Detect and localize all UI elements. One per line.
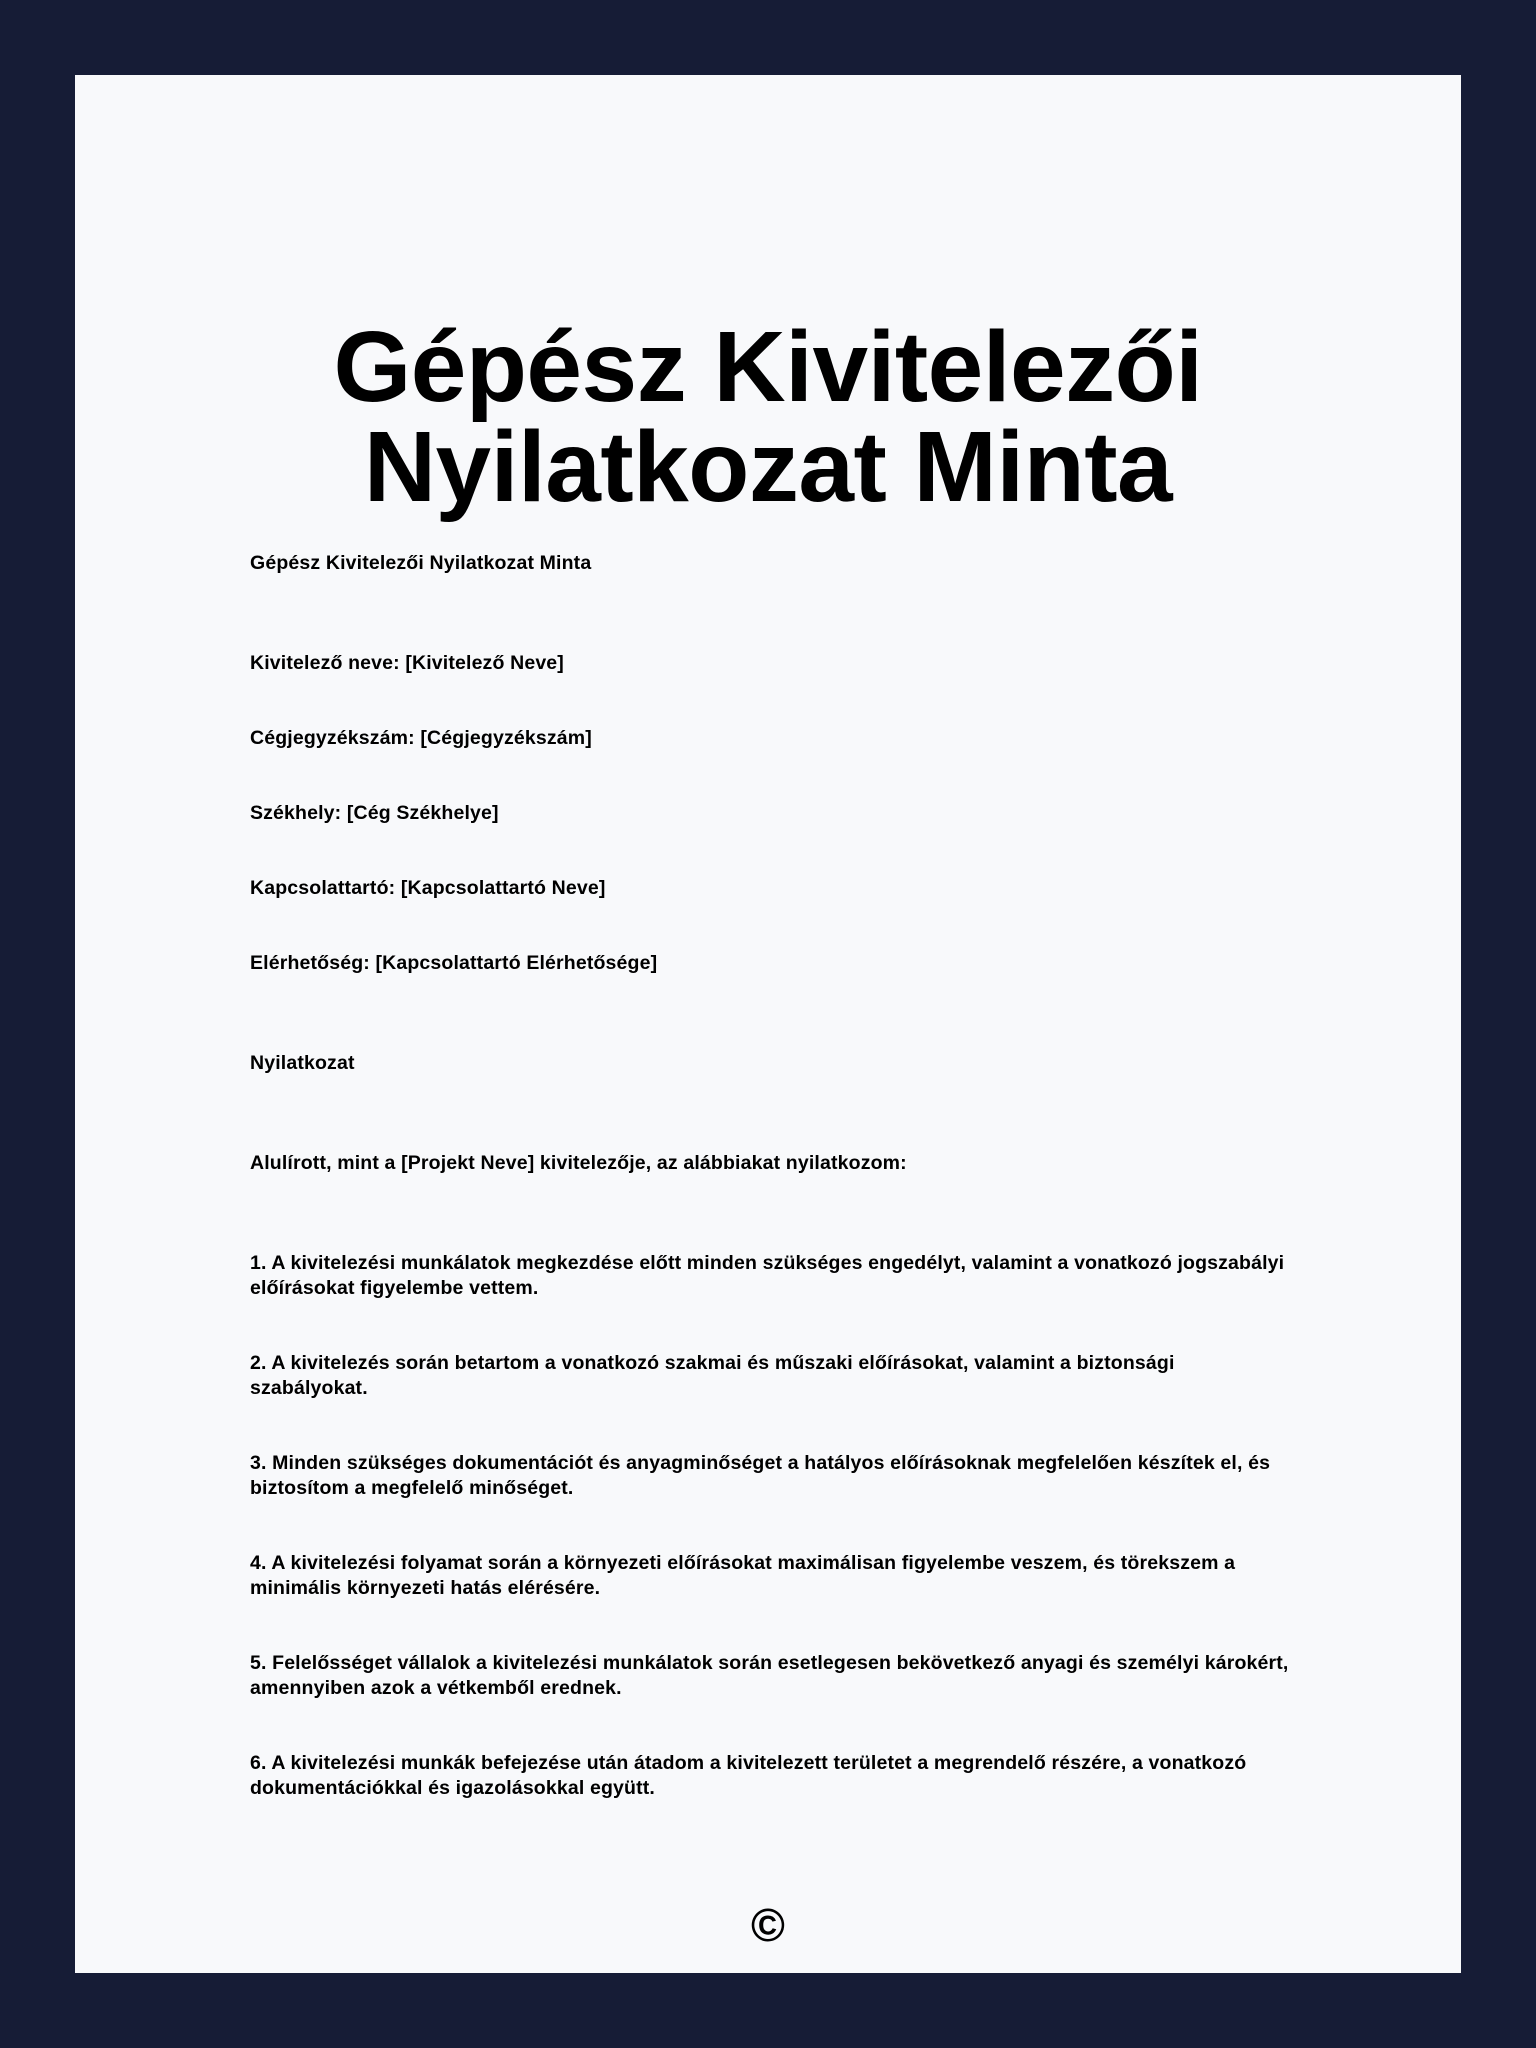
declaration-item-5: 5. Felelősséget vállalok a kivitelezési munkálatok során esetlegesen bekövetkező anyagi és személyi károkért, amennyiben azok a vétkemből erednek. [250, 1652, 1289, 1699]
document-title-line-2: Nyilatkozat Minta [363, 411, 1173, 523]
field-contractor-name: Kivitelező neve: [Kivitelező Neve] [250, 652, 564, 674]
declaration-item-2: 2. A kivitelezés során betartom a vonatkozó szakmai és műszaki előírásokat, valamint a biztonsági szabályokat. [250, 1352, 1175, 1399]
copyright-icon: © [751, 1899, 785, 1951]
section-heading: Nyilatkozat [250, 1052, 355, 1074]
document-subtitle: Gépész Kivitelezői Nyilatkozat Minta [250, 552, 592, 574]
declaration-item-4: 4. A kivitelezési folyamat során a környezeti előírásokat maximálisan figyelembe veszem, és törekszem a minimális környezeti hatás elérésére. [250, 1552, 1236, 1599]
field-company-reg-number: Cégjegyzékszám: [Cégjegyzékszám] [250, 727, 592, 749]
field-contact-person: Kapcsolattartó: [Kapcsolattartó Neve] [250, 877, 606, 899]
declaration-item-1: 1. A kivitelezési munkálatok megkezdése előtt minden szükséges engedélyt, valamint a vonatkozó jogszabályi előírásokat figyelembe vettem. [250, 1252, 1285, 1299]
field-contact-details: Elérhetőség: [Kapcsolattartó Elérhetősége] [250, 952, 658, 974]
field-headquarters: Székhely: [Cég Székhelye] [250, 802, 499, 824]
document-page [75, 75, 1461, 1973]
declaration-item-3: 3. Minden szükséges dokumentációt és anyagminőséget a hatályos előírásoknak megfelelően készítek el, és biztosítom a megfelelő minőséget. [250, 1452, 1271, 1499]
declaration-item-6: 6. A kivitelezési munkák befejezése után átadom a kivitelezett területet a megrendelő részére, a vonatkozó dokumentációkkal és igazolásokkal együtt. [250, 1752, 1247, 1799]
document-title [75, 311, 1461, 523]
intro-paragraph: Alulírott, mint a [Projekt Neve] kivitelezője, az alábbiakat nyilatkozom: [250, 1152, 907, 1174]
document-title-line-1: Gépész Kivitelezői [333, 311, 1203, 423]
